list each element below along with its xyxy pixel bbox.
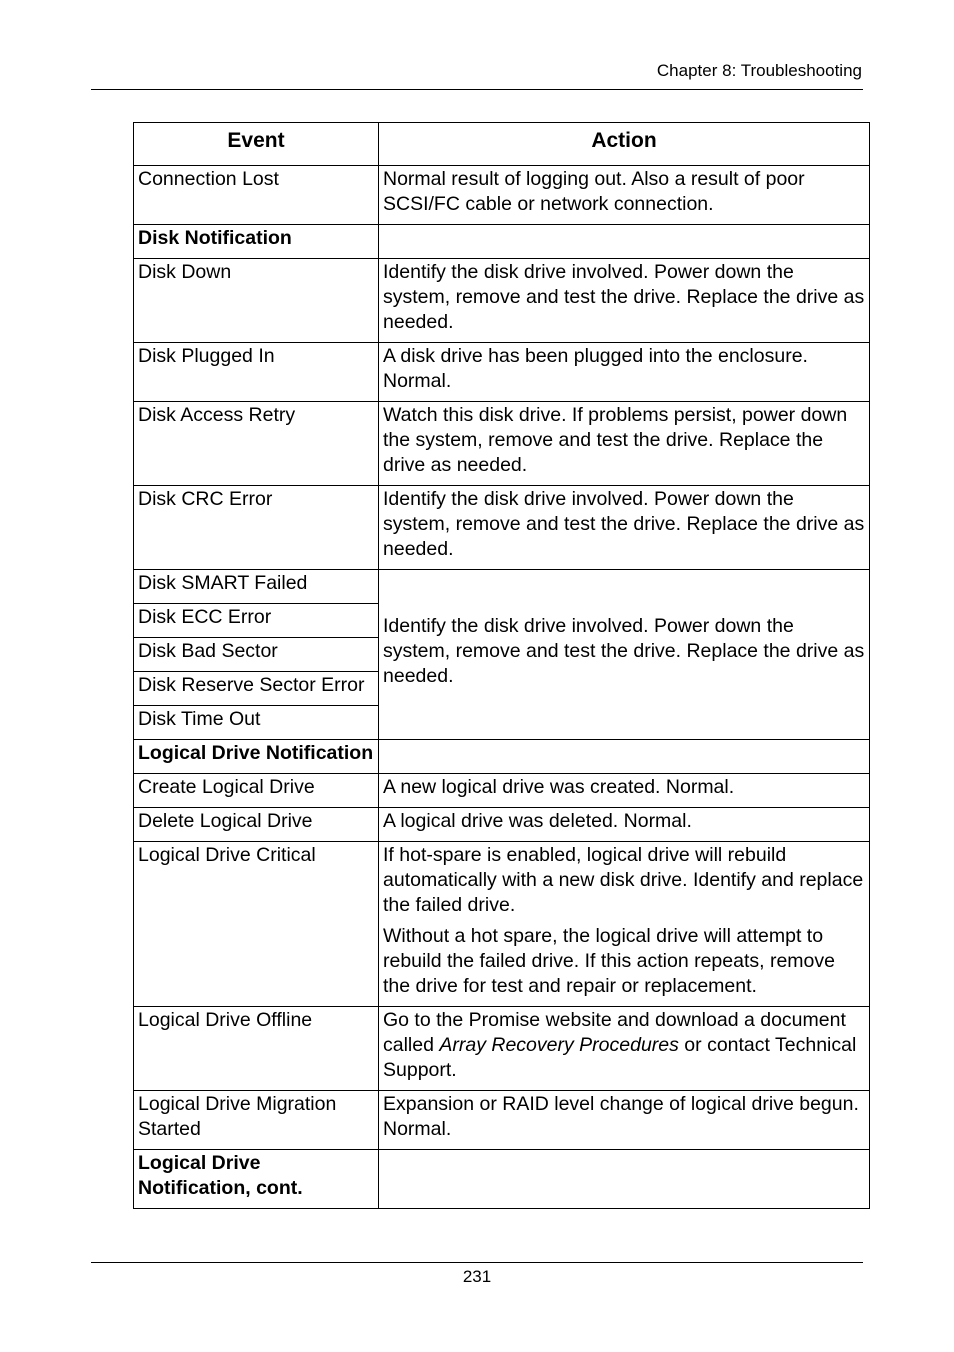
event-cell: Disk CRC Error	[134, 486, 379, 570]
column-header-action: Action	[379, 123, 870, 166]
event-cell: Disk Plugged In	[134, 343, 379, 402]
action-cell	[379, 842, 870, 1007]
empty-cell	[379, 1150, 870, 1209]
table-header-row	[134, 123, 870, 166]
event-cell: Disk Bad Sector	[134, 638, 379, 672]
event-cell: Connection Lost	[134, 166, 379, 225]
action-cell: A logical drive was deleted. Normal.	[379, 808, 870, 842]
event-cell: Disk Access Retry	[134, 402, 379, 486]
table-row	[134, 808, 870, 842]
header-rule	[91, 89, 863, 90]
event-cell: Logical Drive Offline	[134, 1007, 379, 1091]
action-cell-merged: Identify the disk drive involved. Power down the system, remove and test the drive. Replace the drive as needed.	[379, 570, 870, 740]
footer-rule	[91, 1262, 863, 1263]
event-cell: Logical Drive Critical	[134, 842, 379, 1007]
events-table	[133, 122, 870, 1209]
table-row	[134, 1091, 870, 1150]
action-text: Go to the Promise website and download a document called	[383, 1009, 846, 1056]
action-cell: Watch this disk drive. If problems persist, power down the system, remove and test the drive. Replace the drive as needed.	[379, 402, 870, 486]
table-row	[134, 1007, 870, 1091]
table-row	[134, 570, 870, 604]
table-row	[134, 774, 870, 808]
action-cell	[379, 1007, 870, 1091]
section-row	[134, 1150, 870, 1209]
running-header: Chapter 8: Troubleshooting	[656, 61, 862, 80]
event-cell: Disk ECC Error	[134, 604, 379, 638]
table-row	[134, 343, 870, 402]
event-cell: Disk SMART Failed	[134, 570, 379, 604]
event-cell: Disk Reserve Sector Error	[134, 672, 379, 706]
empty-cell	[379, 740, 870, 774]
event-cell: Logical Drive Migration Started	[134, 1091, 379, 1150]
action-paragraph: Without a hot spare, the logical drive will attempt to rebuild the failed drive. If this action repeats, remove the drive for test and repair or replacement.	[383, 925, 835, 997]
section-heading: Logical Drive Notification	[134, 740, 379, 774]
section-row	[134, 740, 870, 774]
action-paragraph: If hot-spare is enabled, logical drive will rebuild automatically with a new disk drive. Identify and replace the failed drive.	[383, 844, 864, 916]
column-header-event: Event	[134, 123, 379, 166]
empty-cell	[379, 225, 870, 259]
document-title: Array Recovery Procedures	[439, 1034, 679, 1056]
event-cell: Disk Time Out	[134, 706, 379, 740]
section-heading: Disk Notification	[134, 225, 379, 259]
action-cell: Normal result of logging out. Also a result of poor SCSI/FC cable or network connection.	[379, 166, 870, 225]
action-cell: A disk drive has been plugged into the enclosure. Normal.	[379, 343, 870, 402]
event-cell: Delete Logical Drive	[134, 808, 379, 842]
table-row	[134, 486, 870, 570]
event-cell: Create Logical Drive	[134, 774, 379, 808]
table-row	[134, 402, 870, 486]
table-row	[134, 166, 870, 225]
action-cell: Expansion or RAID level change of logical drive begun. Normal.	[379, 1091, 870, 1150]
table-row	[134, 842, 870, 1007]
action-cell: Identify the disk drive involved. Power down the system, remove and test the drive. Replace the drive as needed.	[379, 259, 870, 343]
section-heading: Logical Drive Notification, cont.	[134, 1150, 379, 1209]
action-cell: A new logical drive was created. Normal.	[379, 774, 870, 808]
page-number: 231	[462, 1267, 492, 1286]
action-text: or contact Technical Support.	[383, 1034, 857, 1081]
event-cell: Disk Down	[134, 259, 379, 343]
table-row	[134, 259, 870, 343]
action-cell: Identify the disk drive involved. Power down the system, remove and test the drive. Replace the drive as needed.	[379, 486, 870, 570]
section-row	[134, 225, 870, 259]
